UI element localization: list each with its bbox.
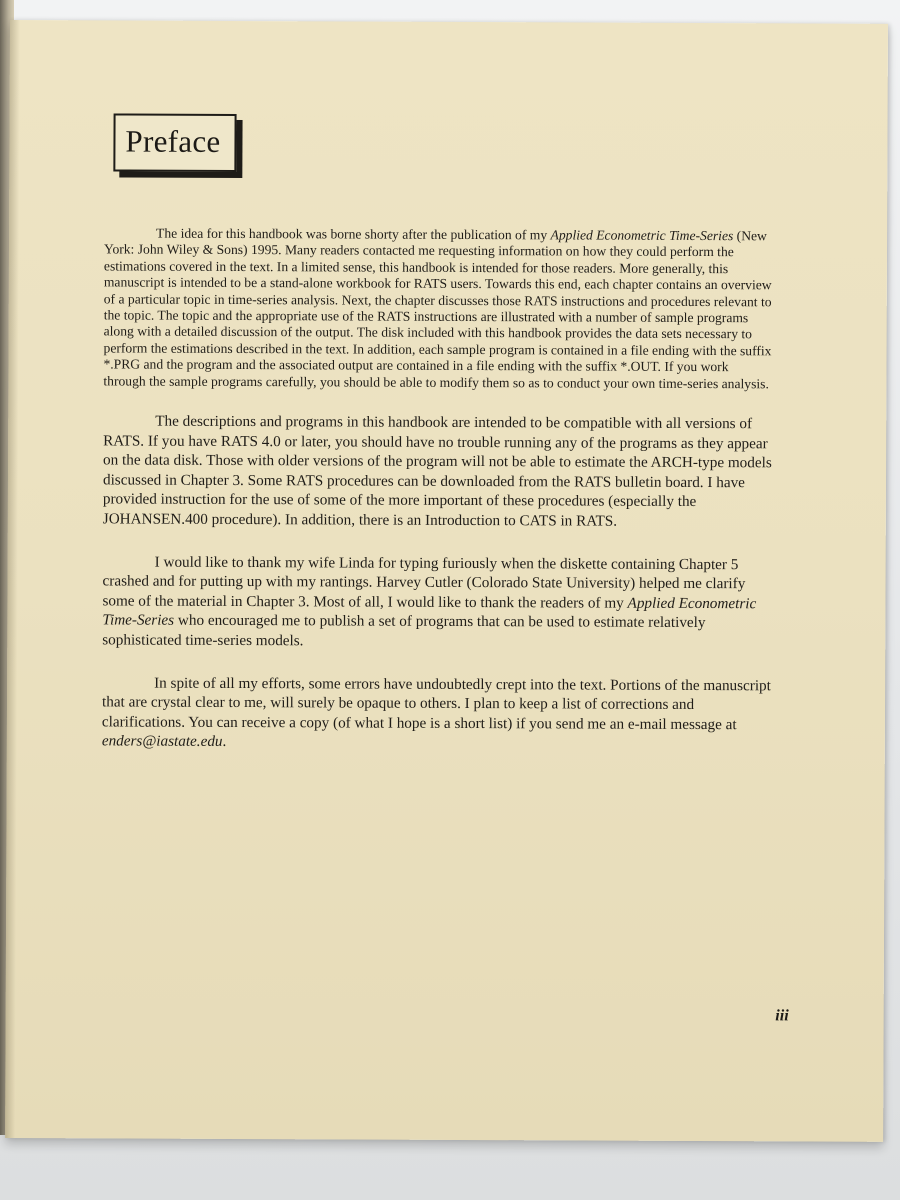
- paragraph-1-text-b: (New York: John Wiley & Sons) 1995. Many readers contacted me requesting information on how they could perform the estimations covered in the text. In a limited sense, this handbook is intended for those readers. More generally, this manuscript is intended to be a stand-alone workbook for RATS users. Towards this end, each chapter contains an overview of a particular topic in time-series analysis. Next, the chapter discusses those RATS instructions and procedures relevant to the topic. The topic and the appropriate use of the RATS instructions are illustrated with a number of sample programs along with a detailed discussion of the output. The disk included with this handbook provides the data sets necessary to perform the estimations described in the text. In addition, each sample program is contained in a file ending with the suffix *.PRG and the program and the associated output are contained in a file ending with the suffix *.OUT. If you work through the sample programs carefully, you should be able to modify them so as to conduct your own time-series analysis.: [103, 228, 772, 391]
- paragraph-3-book-title: Applied Econometric Time-Series: [102, 594, 757, 630]
- paragraph-4-text-b: .: [222, 733, 227, 751]
- paragraph-3-text-a: I would like to thank my wife Linda for typing furiously when the diskette containing Chapter 5 crashed and for putting up with my rantings. Harvey Cutler (Colorado State University) helped me clarify some of the material in Chapter 3. Most of all, I would like to thank the readers of my: [102, 553, 746, 612]
- paragraph-1: [103, 225, 774, 392]
- paragraph-2-text: The descriptions and programs in this handbook are intended to be compatible with all versions of RATS. If you have RATS 4.0 or later, you should have no trouble running any of the programs as they appear on the data disk. Those with older versions of the program will not be able to estimate the ARCH-type models discussed in Chapter 3. Some RATS procedures can be downloaded from the RATS bulletin board. I have provided instruction for the use of some of the more important of these procedures (especially the JOHANSEN.400 procedure). In addition, there is an Introduction to CATS in RATS.: [102, 412, 772, 530]
- preface-title-box: [113, 113, 236, 172]
- preface-body: [102, 225, 774, 777]
- paragraph-4: [102, 673, 772, 754]
- paragraph-1-text-a: The idea for this handbook was borne shorty after the publication of my: [156, 225, 551, 243]
- paragraph-4-text-a: In spite of all my efforts, some errors have undoubtedly crept into the text. Portions of the manuscript that are crystal clear to me, will surely be opaque to others. I plan to keep a list of corrections and clarifications. You can receive a copy (of what I hope is a short list) if you send me an e-mail message at: [101, 674, 771, 733]
- paragraph-3-text-b: who encouraged me to publish a set of programs that can be used to estimate relatively sophisticated time-series models.: [102, 612, 706, 650]
- paragraph-2: [103, 411, 774, 531]
- page-number: iii: [775, 1007, 789, 1025]
- paragraph-1-book-title: Applied Econometric Time-Series: [550, 227, 734, 244]
- page-title: Preface: [125, 123, 221, 159]
- book-page: [5, 20, 888, 1142]
- author-email: enders@iastate.edu: [101, 732, 223, 751]
- paragraph-3: [102, 552, 772, 653]
